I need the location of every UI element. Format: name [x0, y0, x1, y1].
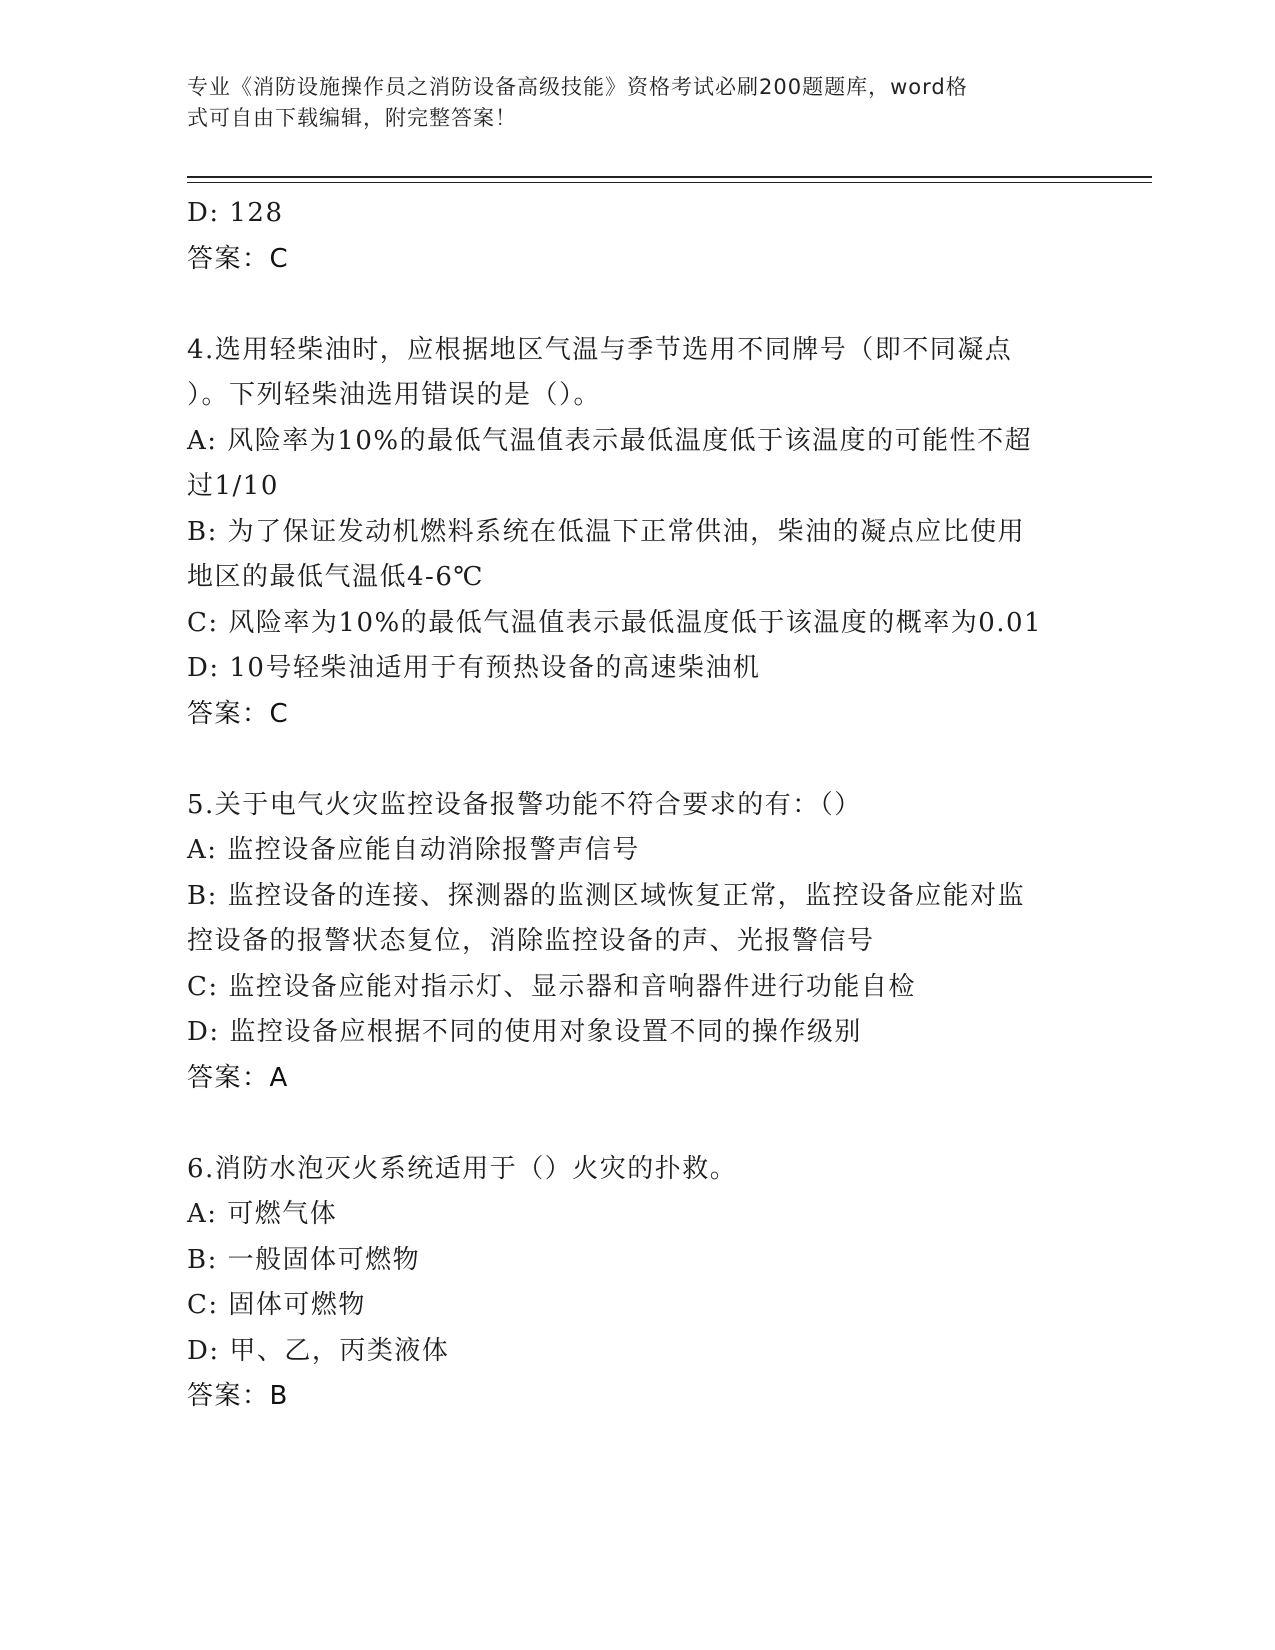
document-body	[187, 191, 1107, 1420]
header-rule-thick	[187, 176, 1152, 178]
option-b-continued: 地区的最低气温低4-6℃	[187, 562, 484, 592]
question-5	[187, 783, 1107, 1102]
option-c: C: 风险率为10%的最低气温值表示最低温度低于该温度的概率为0.01	[187, 607, 1043, 638]
question-stem-line: 4.选用轻柴油时，应根据地区气温与季节选用不同牌号（即不同凝点	[187, 334, 1013, 365]
spacer	[187, 282, 1107, 328]
option-c: C: 监控设备应能对指示灯、显示器和音响器件进行功能自检	[187, 971, 916, 1002]
question-stem-line: ）。下列轻柴油选用错误的是（）。	[187, 380, 602, 410]
header-rule-thin	[187, 182, 1152, 183]
question-stem-line: 6.消防水泡灭火系统适用于（）火灾的扑救。	[187, 1153, 738, 1184]
option-b-continued: 控设备的报警状态复位，消除监控设备的声、光报警信号	[187, 926, 875, 956]
spacer	[187, 737, 1107, 783]
answer-line: 答案：C	[187, 243, 290, 274]
option-a: A: 可燃气体	[187, 1199, 338, 1229]
option-a: A: 监控设备应能自动消除报警声信号	[187, 835, 640, 865]
question-6	[187, 1147, 1107, 1420]
option-a-continued: 过1/10	[187, 471, 279, 501]
answer-line: 答案：A	[187, 1062, 289, 1093]
option-b: B: 监控设备的连接、探测器的监测区域恢复正常，监控设备应能对监	[187, 880, 1026, 911]
option-b: B: 为了保证发动机燃料系统在低温下正常供油，柴油的凝点应比使用	[187, 516, 1026, 547]
option-b: B: 一般固体可燃物	[187, 1244, 421, 1275]
option-d: D: 128	[187, 198, 284, 228]
option-c: C: 固体可燃物	[187, 1290, 366, 1320]
answer-line: 答案：C	[187, 698, 290, 729]
answer-line: 答案：B	[187, 1381, 289, 1411]
spacer	[187, 1101, 1107, 1147]
page-header	[187, 72, 1067, 134]
option-a: A: 风险率为10%的最低气温值表示最低温度低于该温度的可能性不超	[187, 425, 1033, 456]
header-line-1: 专业《消防设施操作员之消防设备高级技能》资格考试必刷200题题库，word格	[187, 75, 968, 99]
question-4	[187, 328, 1107, 738]
option-d: D: 10号轻柴油适用于有预热设备的高速柴油机	[187, 653, 761, 683]
previous-question-tail	[187, 191, 1107, 282]
option-d: D: 监控设备应根据不同的使用对象设置不同的操作级别	[187, 1017, 862, 1047]
option-d: D: 甲、乙，丙类液体	[187, 1335, 450, 1366]
header-line-2: 式可自由下载编辑，附完整答案！	[187, 106, 517, 130]
question-stem-line: 5.关于电气火灾监控设备报警功能不符合要求的有：（）	[187, 789, 862, 820]
